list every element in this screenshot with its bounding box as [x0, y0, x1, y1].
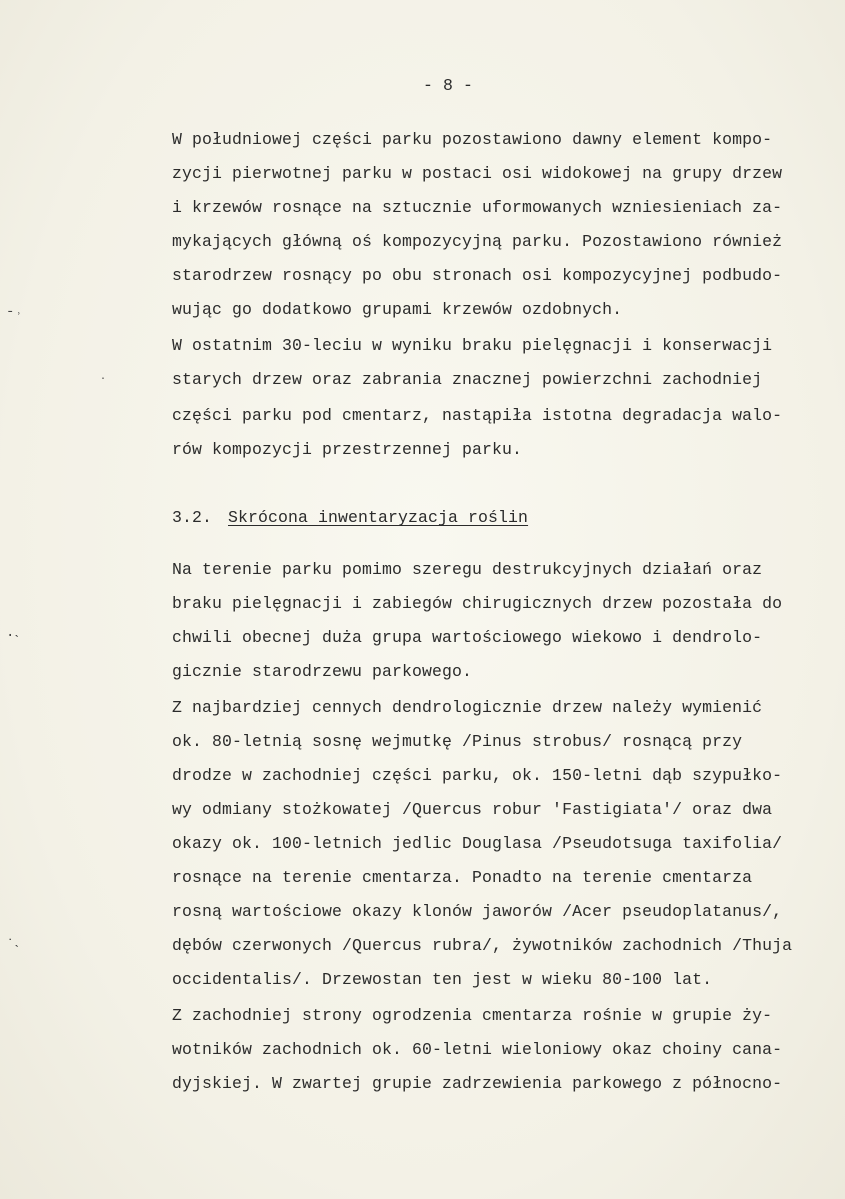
page-number: - 8 -	[423, 76, 474, 95]
text-line: drodze w zachodniej części parku, ok. 150-letni dąb szypułko-	[172, 766, 783, 785]
text-line: zycji pierwotnej parku w postaci osi widokowej na grupy drzew	[172, 164, 783, 183]
text-line: chwili obecnej duża grupa wartościowego wiekowo i dendrolo-	[172, 628, 763, 647]
text-line: rów kompozycji przestrzennej parku.	[172, 440, 523, 459]
margin-dot: ·	[100, 374, 107, 385]
text-line: i krzewów rosnące na sztucznie uformowanych wzniesieniach za-	[172, 198, 783, 217]
text-line: Z zachodniej strony ogrodzenia cmentarza rośnie w grupie ży-	[172, 1006, 773, 1025]
margin-mark: ˙˴	[6, 938, 23, 954]
section-title: Skrócona inwentaryzacja roślin	[228, 508, 529, 527]
text-line: dyjskiej. W zwartej grupie zadrzewienia parkowego z północno-	[172, 1074, 783, 1093]
text-line: wując go dodatkowo grupami krzewów ozdobnych.	[172, 300, 623, 319]
text-line: mykających główną oś kompozycyjną parku. Pozostawiono również	[172, 232, 783, 251]
text-line: Na terenie parku pomimo szeregu destrukcyjnych działań oraz	[172, 560, 763, 579]
text-line: rosnące na terenie cmentarza. Ponadto na terenie cmentarza	[172, 868, 753, 887]
text-line: okazy ok. 100-letnich jedlic Douglasa /Pseudotsuga taxifolia/	[172, 834, 783, 853]
text-line: ok. 80-letnią sosnę wejmutkę /Pinus strobus/ rosnącą przy	[172, 732, 743, 751]
text-line: occidentalis/. Drzewostan ten jest w wieku 80-100 lat.	[172, 970, 713, 989]
section-number: 3.2.	[172, 508, 213, 527]
text-line: dębów czerwonych /Quercus rubra/, żywotników zachodnich /Thuja	[172, 936, 793, 955]
text-line: braku pielęgnacji i zabiegów chirugicznych drzew pozostała do	[172, 594, 783, 613]
text-line: wy odmiany stożkowatej /Quercus robur 'Fastigiata'/ oraz dwa	[172, 800, 773, 819]
text-line: rosną wartościowe okazy klonów jaworów /Acer pseudoplatanus/,	[172, 902, 783, 921]
margin-mark: ·˴	[6, 628, 23, 644]
text-line: starodrzew rosnący po obu stronach osi kompozycyjnej podbudo-	[172, 266, 783, 285]
text-line: starych drzew oraz zabrania znacznej powierzchni zachodniej	[172, 370, 763, 389]
margin-mark: -˒	[6, 304, 23, 320]
text-line: Z najbardziej cennych dendrologicznie drzew należy wymienić	[172, 698, 763, 717]
text-line: W południowej części parku pozostawiono dawny element kompo-	[172, 130, 773, 149]
text-line: W ostatnim 30-leciu w wyniku braku pielęgnacji i konserwacji	[172, 336, 773, 355]
text-line: części parku pod cmentarz, nastąpiła istotna degradacja walo-	[172, 406, 783, 425]
text-line: gicznie starodrzewu parkowego.	[172, 662, 473, 681]
text-line: wotników zachodnich ok. 60-letni wieloniowy okaz choiny cana-	[172, 1040, 783, 1059]
